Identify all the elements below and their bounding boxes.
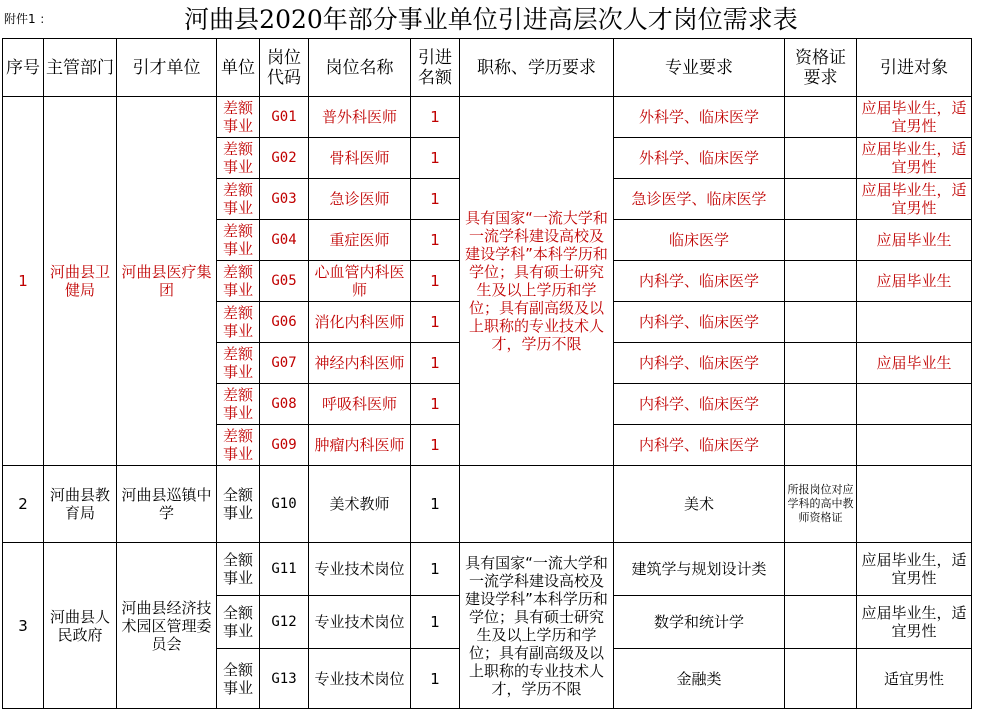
code-cell: G12 (260, 596, 309, 649)
table-row (3, 97, 972, 138)
code-cell: G07 (260, 343, 309, 384)
unit-cell: 河曲县巡镇中学 (117, 466, 217, 543)
unit-type-cell: 差额事业 (217, 97, 260, 138)
edu-cell (460, 466, 614, 543)
target-cell (857, 466, 972, 543)
quota-cell: 1 (411, 302, 460, 343)
code-cell: G02 (260, 138, 309, 179)
header-row (3, 39, 972, 97)
quota-cell: 1 (411, 596, 460, 649)
cert-cell (785, 97, 857, 138)
major-cell: 内科学、临床医学 (614, 343, 785, 384)
cert-cell (785, 179, 857, 220)
name-cell: 神经内科医师 (309, 343, 411, 384)
annex-label: 附件1 ： (4, 12, 52, 26)
name-cell: 骨科医师 (309, 138, 411, 179)
major-cell: 内科学、临床医学 (614, 302, 785, 343)
cert-cell (785, 649, 857, 709)
quota-cell: 1 (411, 384, 460, 425)
quota-cell: 1 (411, 261, 460, 302)
unit-type-cell: 差额事业 (217, 179, 260, 220)
cert-cell (785, 302, 857, 343)
unit-type-cell: 差额事业 (217, 220, 260, 261)
quota-cell: 1 (411, 138, 460, 179)
code-cell: G08 (260, 384, 309, 425)
target-cell: 应届毕业生，适宜男性 (857, 97, 972, 138)
major-cell: 建筑学与规划设计类 (614, 543, 785, 596)
major-cell: 内科学、临床医学 (614, 425, 785, 466)
target-cell: 适宜男性 (857, 649, 972, 709)
page-title: 河曲县2020年部分事业单位引进高层次人才岗位需求表 (184, 5, 798, 34)
target-cell (857, 302, 972, 343)
unit-type-cell: 全额事业 (217, 596, 260, 649)
code-cell: G06 (260, 302, 309, 343)
name-cell: 重症医师 (309, 220, 411, 261)
cert-cell (785, 425, 857, 466)
target-cell: 应届毕业生 (857, 261, 972, 302)
name-cell: 专业技术岗位 (309, 543, 411, 596)
name-cell: 急诊医师 (309, 179, 411, 220)
recruitment-table (2, 38, 972, 709)
target-cell: 应届毕业生，适宜男性 (857, 179, 972, 220)
code-cell: G04 (260, 220, 309, 261)
header-name: 岗位名称 (309, 39, 411, 97)
quota-cell: 1 (411, 220, 460, 261)
header-target: 引进对象 (857, 39, 972, 97)
major-cell: 外科学、临床医学 (614, 97, 785, 138)
name-cell: 专业技术岗位 (309, 649, 411, 709)
cert-cell (785, 220, 857, 261)
name-cell: 美术教师 (309, 466, 411, 543)
dept-cell: 河曲县教育局 (44, 466, 117, 543)
edu-cell: 具有国家“一流大学和一流学科建设高校及建设学科”本科学历和学位；具有硕士研究生及以上学历和学位；具有副高级及以上职称的专业技术人才，学历不限 (460, 97, 614, 466)
name-cell: 呼吸科医师 (309, 384, 411, 425)
unit-cell: 河曲县医疗集团 (117, 97, 217, 466)
seq-cell: 1 (3, 97, 44, 466)
code-cell: G09 (260, 425, 309, 466)
quota-cell: 1 (411, 179, 460, 220)
unit-type-cell: 全额事业 (217, 543, 260, 596)
major-cell: 临床医学 (614, 220, 785, 261)
major-cell: 急诊医学、临床医学 (614, 179, 785, 220)
unit-type-cell: 差额事业 (217, 261, 260, 302)
quota-cell: 1 (411, 97, 460, 138)
quota-cell: 1 (411, 466, 460, 543)
major-cell: 外科学、临床医学 (614, 138, 785, 179)
cert-cell (785, 138, 857, 179)
target-cell: 应届毕业生 (857, 220, 972, 261)
unit-type-cell: 全额事业 (217, 466, 260, 543)
target-cell (857, 384, 972, 425)
header-edu: 职称、学历要求 (460, 39, 614, 97)
name-cell: 肿瘤内科医师 (309, 425, 411, 466)
cert-cell (785, 543, 857, 596)
code-cell: G11 (260, 543, 309, 596)
edu-cell: 具有国家“一流大学和一流学科建设高校及建设学科”本科学历和学位；具有硕士研究生及以上学历和学位；具有副高级及以上职称的专业技术人才，学历不限 (460, 543, 614, 709)
target-cell: 应届毕业生，适宜男性 (857, 138, 972, 179)
major-cell: 数学和统计学 (614, 596, 785, 649)
cert-cell (785, 343, 857, 384)
quota-cell: 1 (411, 649, 460, 709)
header-dept: 主管部门 (44, 39, 117, 97)
name-cell: 消化内科医师 (309, 302, 411, 343)
quota-cell: 1 (411, 425, 460, 466)
seq-cell: 2 (3, 466, 44, 543)
unit-type-cell: 差额事业 (217, 138, 260, 179)
header-unit-type: 单位 (217, 39, 260, 97)
code-cell: G05 (260, 261, 309, 302)
target-cell (857, 425, 972, 466)
header-unit: 引才单位 (117, 39, 217, 97)
table-row (3, 466, 972, 543)
unit-type-cell: 差额事业 (217, 343, 260, 384)
table-row (3, 543, 972, 596)
quota-cell: 1 (411, 343, 460, 384)
unit-type-cell: 全额事业 (217, 649, 260, 709)
cert-cell (785, 261, 857, 302)
header-cert: 资格证要求 (785, 39, 857, 97)
target-cell: 应届毕业生 (857, 343, 972, 384)
major-cell: 内科学、临床医学 (614, 261, 785, 302)
dept-cell: 河曲县人民政府 (44, 543, 117, 709)
header-code: 岗位代码 (260, 39, 309, 97)
cert-cell (785, 596, 857, 649)
header-quota: 引进名额 (411, 39, 460, 97)
code-cell: G10 (260, 466, 309, 543)
dept-cell: 河曲县卫健局 (44, 97, 117, 466)
cert-cell: 所报岗位对应学科的高中教师资格证 (785, 466, 857, 543)
major-cell: 金融类 (614, 649, 785, 709)
header-major: 专业要求 (614, 39, 785, 97)
code-cell: G13 (260, 649, 309, 709)
unit-type-cell: 差额事业 (217, 302, 260, 343)
name-cell: 普外科医师 (309, 97, 411, 138)
cert-cell (785, 384, 857, 425)
unit-cell: 河曲县经济技术园区管理委员会 (117, 543, 217, 709)
unit-type-cell: 差额事业 (217, 384, 260, 425)
name-cell: 专业技术岗位 (309, 596, 411, 649)
seq-cell: 3 (3, 543, 44, 709)
target-cell: 应届毕业生，适宜男性 (857, 543, 972, 596)
major-cell: 美术 (614, 466, 785, 543)
target-cell: 应届毕业生，适宜男性 (857, 596, 972, 649)
name-cell: 心血管内科医师 (309, 261, 411, 302)
major-cell: 内科学、临床医学 (614, 384, 785, 425)
unit-type-cell: 差额事业 (217, 425, 260, 466)
header-seq: 序号 (3, 39, 44, 97)
code-cell: G01 (260, 97, 309, 138)
code-cell: G03 (260, 179, 309, 220)
quota-cell: 1 (411, 543, 460, 596)
